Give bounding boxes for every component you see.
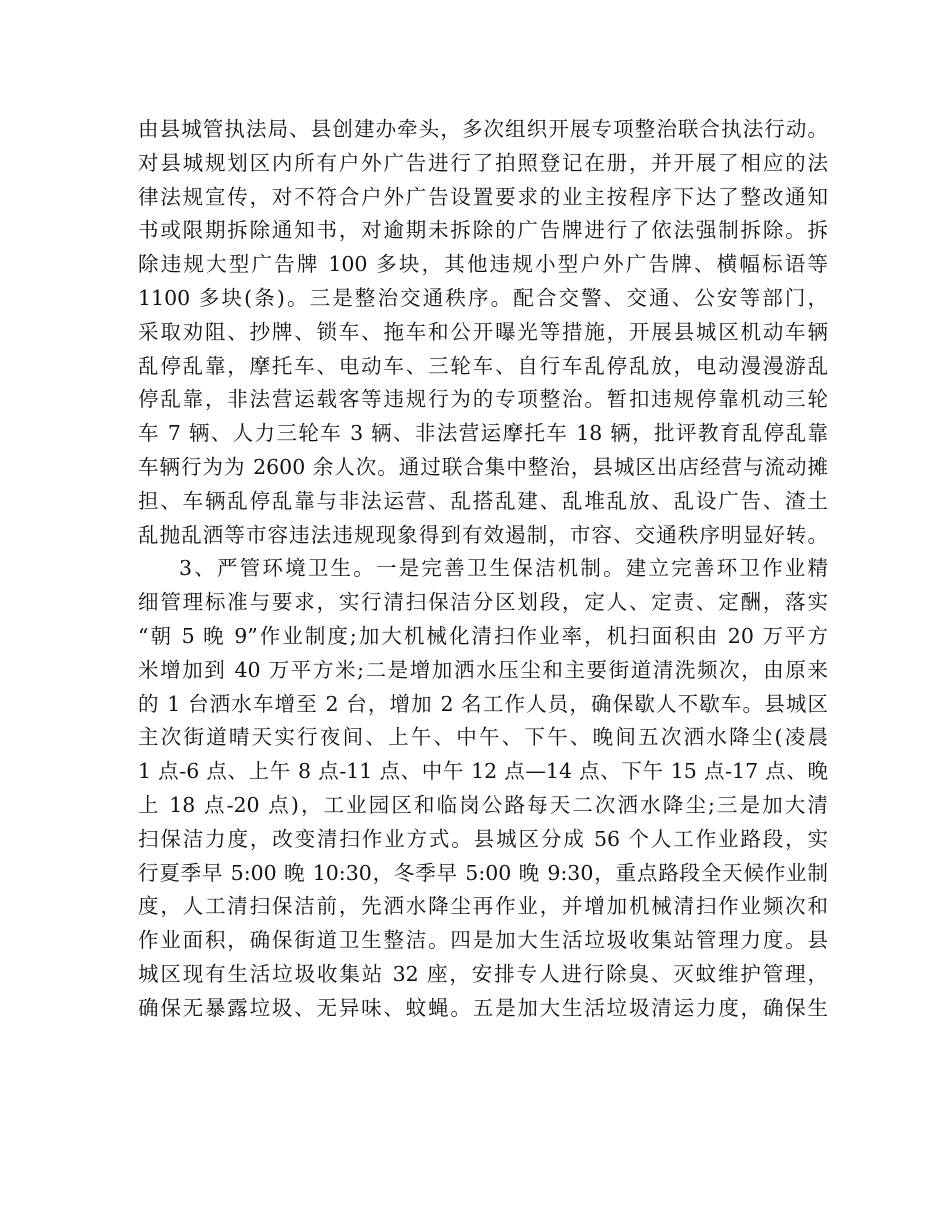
text-line: 城区现有生活垃圾收集站 32 座，安排专人进行除臭、灭蚊维护管理， <box>138 961 828 986</box>
text-line: 上 18 点-20 点)，工业园区和临岗公路每天二次洒水降尘;三是加大清 <box>138 792 828 817</box>
text-line: 确保无暴露垃圾、无异味、蚊蝇。五是加大生活垃圾清运力度，确保生 <box>138 995 828 1020</box>
section-heading-line: 3、严管环境卫生。一是完善卫生保洁机制。建立完善环卫作业精 <box>179 556 828 581</box>
text-line: 米增加到 40 万平方米;二是增加洒水压尘和主要街道清洗频次，由原来 <box>138 657 828 682</box>
text-line: 度，人工清扫保洁前，先洒水降尘再作业，并增加机械清扫作业频次和 <box>138 894 828 919</box>
text-line: 1100 多块(条)。三是整治交通秩序。配合交警、交通、公安等部门， <box>138 285 828 310</box>
text-line: 行夏季早 5:00 晚 10:30，冬季早 5:00 晚 9:30，重点路段全天候作业制 <box>138 860 828 885</box>
text-line: 采取劝阻、抄牌、锁车、拖车和公开曝光等措施，开展县城区机动车辆 <box>138 319 828 344</box>
text-line: 的 1 台洒水车增至 2 台，增加 2 名工作人员，确保歇人不歇车。县城区 <box>138 691 828 716</box>
text-line: 1 点-6 点、上午 8 点-11 点、中午 12 点—14 点、下午 15 点-17 点、晚 <box>138 759 828 784</box>
text-line: 停乱靠，非法营运载客等违规行为的专项整治。暂扣违规停靠机动三轮 <box>138 387 828 412</box>
text-line: 乱抛乱洒等市容违法违规现象得到有效遏制，市容、交通秩序明显好转。 <box>138 522 828 547</box>
text-line: 律法规宣传，对不符合户外广告设置要求的业主按程序下达了整改通知 <box>138 184 828 209</box>
text-line: 除违规大型广告牌 100 多块，其他违规小型户外广告牌、横幅标语等 <box>138 252 828 277</box>
body-text <box>138 113 828 1026</box>
text-line: “朝 5 晚 9”作业制度;加大机械化清扫作业率，机扫面积由 20 万平方 <box>138 623 828 648</box>
text-line: 细管理标准与要求，实行清扫保洁分区划段，定人、定责、定酬，落实 <box>138 590 828 615</box>
text-line: 作业面积，确保街道卫生整洁。四是加大生活垃圾收集站管理力度。县 <box>138 928 828 953</box>
text-line: 车辆行为为 2600 余人次。通过联合集中整治，县城区出店经营与流动摊 <box>138 454 828 479</box>
text-line: 车 7 辆、人力三轮车 3 辆、非法营运摩托车 18 辆，批评教育乱停乱靠 <box>138 421 828 446</box>
text-line: 对县城规划区内所有户外广告进行了拍照登记在册，并开展了相应的法 <box>138 150 828 175</box>
text-line: 扫保洁力度，改变清扫作业方式。县城区分成 56 个人工作业路段，实 <box>138 826 828 851</box>
text-line: 由县城管执法局、县创建办牵头，多次组织开展专项整治联合执法行动。 <box>138 117 828 141</box>
text-line: 担、车辆乱停乱靠与非法运营、乱搭乱建、乱堆乱放、乱设广告、渣土 <box>138 488 828 513</box>
text-line: 乱停乱靠，摩托车、电动车、三轮车、自行车乱停乱放，电动漫漫游乱 <box>138 353 828 378</box>
text-line: 书或限期拆除通知书，对逾期未拆除的广告牌进行了依法强制拆除。拆 <box>138 218 828 243</box>
text-line: 主次街道晴天实行夜间、上午、中午、下午、晚间五次洒水降尘(凌晨 <box>138 725 828 750</box>
